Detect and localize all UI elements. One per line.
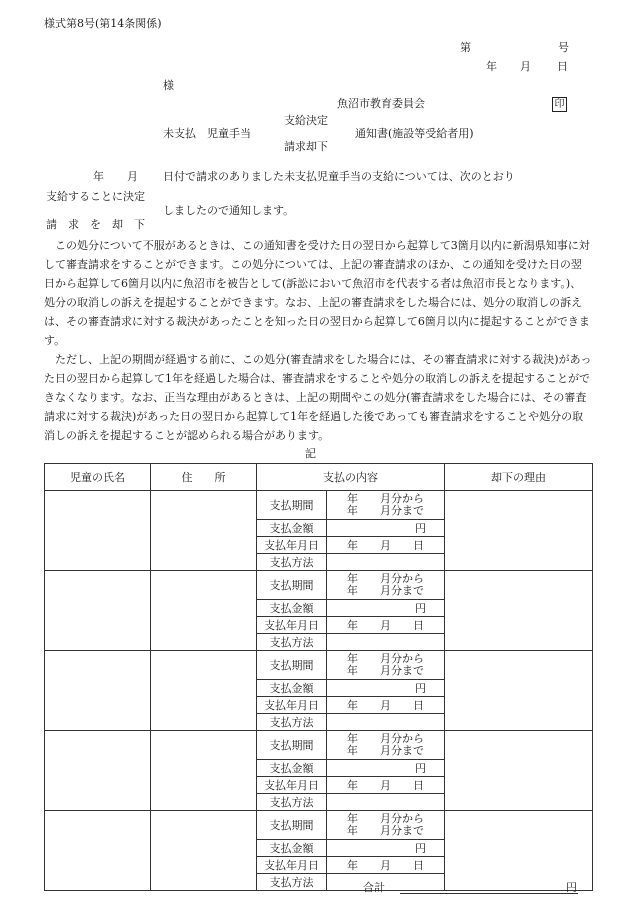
amount-label: 支払金額 (257, 760, 327, 777)
method-value[interactable] (327, 634, 445, 651)
method-label: 支払方法 (257, 634, 327, 651)
table-header-row (45, 464, 593, 491)
method-value[interactable] (327, 794, 445, 811)
doc-number-suffix: 号 (558, 41, 569, 54)
intro-month: 月 (127, 170, 138, 183)
rejection-reason-cell[interactable] (445, 491, 593, 571)
intro-text: 日付で請求のありました未支払児童手当の支給については、次のとおり (163, 170, 515, 183)
method-value[interactable] (327, 554, 445, 571)
date-label: 支払年月日 (257, 537, 327, 554)
title-right: 通知書(施設等受給者用) (355, 127, 474, 140)
header-rejection-reason: 却下の理由 (445, 464, 593, 491)
amount-label: 支払金額 (257, 520, 327, 537)
date-value[interactable]: 年 月 日 (327, 697, 445, 714)
date-label: 支払年月日 (257, 857, 327, 874)
child-name-cell[interactable] (45, 731, 151, 811)
amount-value[interactable]: 円 (327, 840, 445, 857)
address-cell[interactable] (151, 651, 257, 731)
title-left: 未支払 児童手当 (163, 127, 251, 140)
amount-value[interactable]: 円 (327, 600, 445, 617)
date-month: 月 (520, 60, 531, 73)
table-row (45, 731, 593, 760)
addressee-suffix: 様 (163, 79, 174, 92)
amount-value[interactable]: 円 (327, 760, 445, 777)
title-decision-top: 支給決定 (284, 114, 328, 127)
notice-paragraph-1: この処分について不服があるときは、この通知書を受けた日の翌日から起算して3箇月以内に新潟県知事に対して審査請求をすることができます。この処分については、上記の審査請求のほか、この通知を受けた日の翌日から起算して6箇月以内に魚沼市を被告として(訴訟において魚沼市を代表する者は魚沼市長となります。)、処分の取消しの訴えを提起することができます。なお、上記の審査請求をした場合には、処分の取消しの訴えは、その審査請求に対する裁決があったことを知った日の翌日から起算して6箇月以内に提起することができます。 (44, 239, 590, 347)
form-id: 様式第8号(第14条関係) (44, 17, 162, 30)
address-cell[interactable] (151, 731, 257, 811)
period-value[interactable]: 年 月分から 年 月分まで (327, 731, 445, 760)
date-label: 支払年月日 (257, 617, 327, 634)
rejection-reason-cell[interactable] (445, 731, 593, 811)
address-cell[interactable] (151, 571, 257, 651)
table-row (45, 651, 593, 680)
notice-body (44, 236, 592, 445)
header-child-name: 児童の氏名 (45, 464, 151, 491)
method-label: 支払方法 (257, 794, 327, 811)
table-row (45, 571, 593, 600)
period-value[interactable]: 年 月分から 年 月分まで (327, 491, 445, 520)
date-year: 年 (486, 60, 497, 73)
amount-label: 支払金額 (257, 680, 327, 697)
issuer-name: 魚沼市教育委員会 (337, 97, 425, 110)
doc-number-prefix: 第 (460, 41, 471, 54)
method-value[interactable] (327, 714, 445, 731)
table-row (45, 811, 593, 840)
date-value[interactable]: 年 月 日 (327, 537, 445, 554)
period-value[interactable]: 年 月分から 年 月分まで (327, 651, 445, 680)
title-decision-bottom: 請求却下 (284, 140, 328, 153)
child-name-cell[interactable] (45, 571, 151, 651)
rejection-reason-cell[interactable] (445, 651, 593, 731)
child-name-cell[interactable] (45, 811, 151, 891)
address-cell[interactable] (151, 491, 257, 571)
intro-choice-bottom: 請 求 を 却 下 (46, 218, 145, 231)
intro-text-2: しましたので通知します。 (163, 204, 295, 217)
period-label: 支払期間 (257, 571, 327, 600)
intro-year: 年 (93, 170, 104, 183)
amount-value[interactable]: 円 (327, 680, 445, 697)
amount-label: 支払金額 (257, 600, 327, 617)
method-value[interactable] (327, 874, 445, 894)
method-label: 支払方法 (257, 874, 327, 891)
rejection-reason-cell[interactable] (445, 571, 593, 651)
date-label: 支払年月日 (257, 777, 327, 794)
period-label: 支払期間 (257, 651, 327, 680)
header-payment-content: 支払の内容 (257, 464, 445, 491)
date-value[interactable]: 年 月 日 (327, 777, 445, 794)
total-amount-line[interactable] (400, 893, 578, 894)
period-value[interactable]: 年 月分から 年 月分まで (327, 811, 445, 840)
seal-mark: 印 (552, 97, 567, 112)
child-name-cell[interactable] (45, 491, 151, 571)
date-label: 支払年月日 (257, 697, 327, 714)
header-address: 住 所 (151, 464, 257, 491)
period-value[interactable]: 年 月分から 年 月分まで (327, 571, 445, 600)
amount-label: 支払金額 (257, 840, 327, 857)
period-label: 支払期間 (257, 811, 327, 840)
payment-table (44, 463, 593, 894)
method-label: 支払方法 (257, 714, 327, 731)
period-label: 支払期間 (257, 731, 327, 760)
rejection-reason-cell[interactable] (445, 811, 593, 894)
total-label: 合計 (363, 881, 385, 894)
date-value[interactable]: 年 月 日 (327, 857, 445, 874)
total-unit: 円 (566, 881, 577, 894)
date-day: 日 (557, 60, 568, 73)
intro-choice-top: 支給することに決定 (46, 190, 145, 203)
period-label: 支払期間 (257, 491, 327, 520)
table-row (45, 491, 593, 520)
notice-paragraph-2: ただし、上記の期間が経過する前に、この処分(審査請求をした場合には、その審査請求に対する裁決)があった日の翌日から起算して1年を経過した場合は、審査請求をすることや処分の取消しの訴えを提起することができなくなります。なお、正当な理由があるときは、上記の期間やこの処分(審査請求をした場合には、その審査請求に対する裁決)があった日の翌日から起算して1年を経過した後であっても審査請求をすることや処分の取消しの訴えを提起することが認められる場合があります。 (44, 353, 592, 442)
child-name-cell[interactable] (45, 651, 151, 731)
ki-mark: 記 (305, 447, 316, 460)
date-value[interactable]: 年 月 日 (327, 617, 445, 634)
address-cell[interactable] (151, 811, 257, 891)
amount-value[interactable]: 円 (327, 520, 445, 537)
method-label: 支払方法 (257, 554, 327, 571)
